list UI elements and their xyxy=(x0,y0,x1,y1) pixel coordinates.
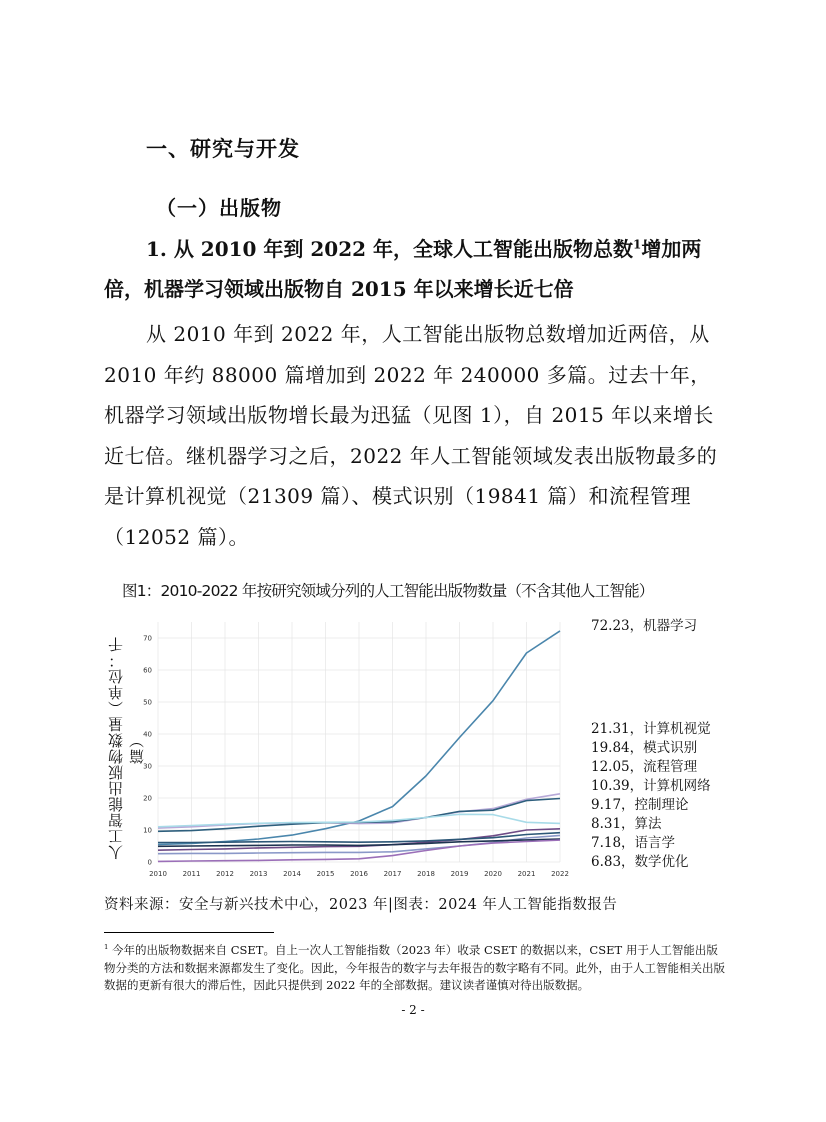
x-tick-label: 2012 xyxy=(216,870,234,878)
footnote xyxy=(104,942,726,995)
line-chart xyxy=(130,612,580,882)
heading-part-1: 1. 从 2010 年到 2022 年，全球人工智能出版物总数 xyxy=(146,237,634,261)
body-paragraph-block xyxy=(104,314,724,557)
footnote-number: 1 xyxy=(104,943,109,952)
series-end-label: 8.31，算法 xyxy=(591,816,662,832)
x-tick-label: 2018 xyxy=(417,870,435,878)
y-tick-label: 30 xyxy=(143,762,152,771)
series-end-label: 72.23，机器学习 xyxy=(591,618,698,634)
x-tick-label: 2016 xyxy=(350,870,368,878)
series-end-label: 10.39，计算机网络 xyxy=(591,778,711,794)
series-end-label: 21.31，计算机视觉 xyxy=(591,721,711,737)
series-end-label: 9.17，控制理论 xyxy=(591,797,689,813)
x-tick-label: 2014 xyxy=(283,870,301,878)
body-paragraph: 从 2010 年到 2022 年，人工智能出版物总数增加近两倍，从 2010 年约 88000 篇增加到 2022 年 240000 多篇。过去十年，机器学习领域出版物增长最为迅猛（见图 1），自 2015 年以来增长近七倍。继机器学习之后，2022 年人工智能领域发表出版物最多的是计算机视觉（21309 篇）、模式识别（19841 篇）和流程管理（12052 篇）。 xyxy=(104,322,718,549)
page-number: - 2 - xyxy=(401,1003,425,1017)
footnote-text: 今年的出版物数据来自 CSET。自上一次人工智能指数（2023 年）收录 CSET 的数据以来，CSET 用于人工智能出版物分类的方法和数据来源都发生了变化。因此，今年报告的数字与去年报告的数字略有不同。此外，由于人工智能相关出版数据的更新有很大的滞后性，因此只提供到 2022 年的全部数据。建议读者谨慎对待出版数据。 xyxy=(104,943,725,992)
x-tick-label: 2015 xyxy=(316,870,335,878)
y-tick-label: 70 xyxy=(143,634,152,643)
footnote-ref: 1 xyxy=(633,237,642,252)
y-tick-label: 50 xyxy=(143,698,152,707)
x-tick-label: 2022 xyxy=(551,870,569,878)
series-end-label: 7.18，语言学 xyxy=(591,835,676,851)
y-tick-label: 20 xyxy=(143,794,152,803)
x-tick-label: 2013 xyxy=(249,870,268,878)
subsection-title: （一）出版物 xyxy=(156,196,282,220)
heading-part-2: 增加两倍，机器学习领域出版物自 2015 年以来增长近七倍 xyxy=(104,237,702,301)
y-tick-label: 0 xyxy=(147,858,152,867)
figure-title: 图1：2010-2022 年按研究领域分列的人工智能出版物数量（不含其他人工智能） xyxy=(122,582,654,600)
figure-source: 资料来源：安全与新兴技术中心，2023 年|图表：2024 年人工智能指数报告 xyxy=(104,897,618,913)
x-tick-label: 2011 xyxy=(182,870,201,878)
chart-y-axis-label: 人工智能出版物数量（单位：千篇） xyxy=(107,636,146,860)
y-tick-label: 40 xyxy=(143,730,152,739)
section-title: 一、研究与开发 xyxy=(146,136,300,161)
y-tick-label: 10 xyxy=(143,826,152,835)
series-end-label: 12.05，流程管理 xyxy=(591,759,698,775)
section-heading xyxy=(104,229,724,309)
x-tick-label: 2021 xyxy=(517,870,536,878)
x-tick-label: 2010 xyxy=(149,870,167,878)
series-end-label: 19.84，模式识别 xyxy=(591,740,698,756)
x-tick-label: 2020 xyxy=(484,870,502,878)
series-end-label: 6.83，数学优化 xyxy=(591,854,689,870)
x-tick-label: 2019 xyxy=(450,870,469,878)
x-tick-label: 2017 xyxy=(383,870,402,878)
y-tick-label: 60 xyxy=(143,666,152,675)
footnote-divider xyxy=(104,932,274,933)
